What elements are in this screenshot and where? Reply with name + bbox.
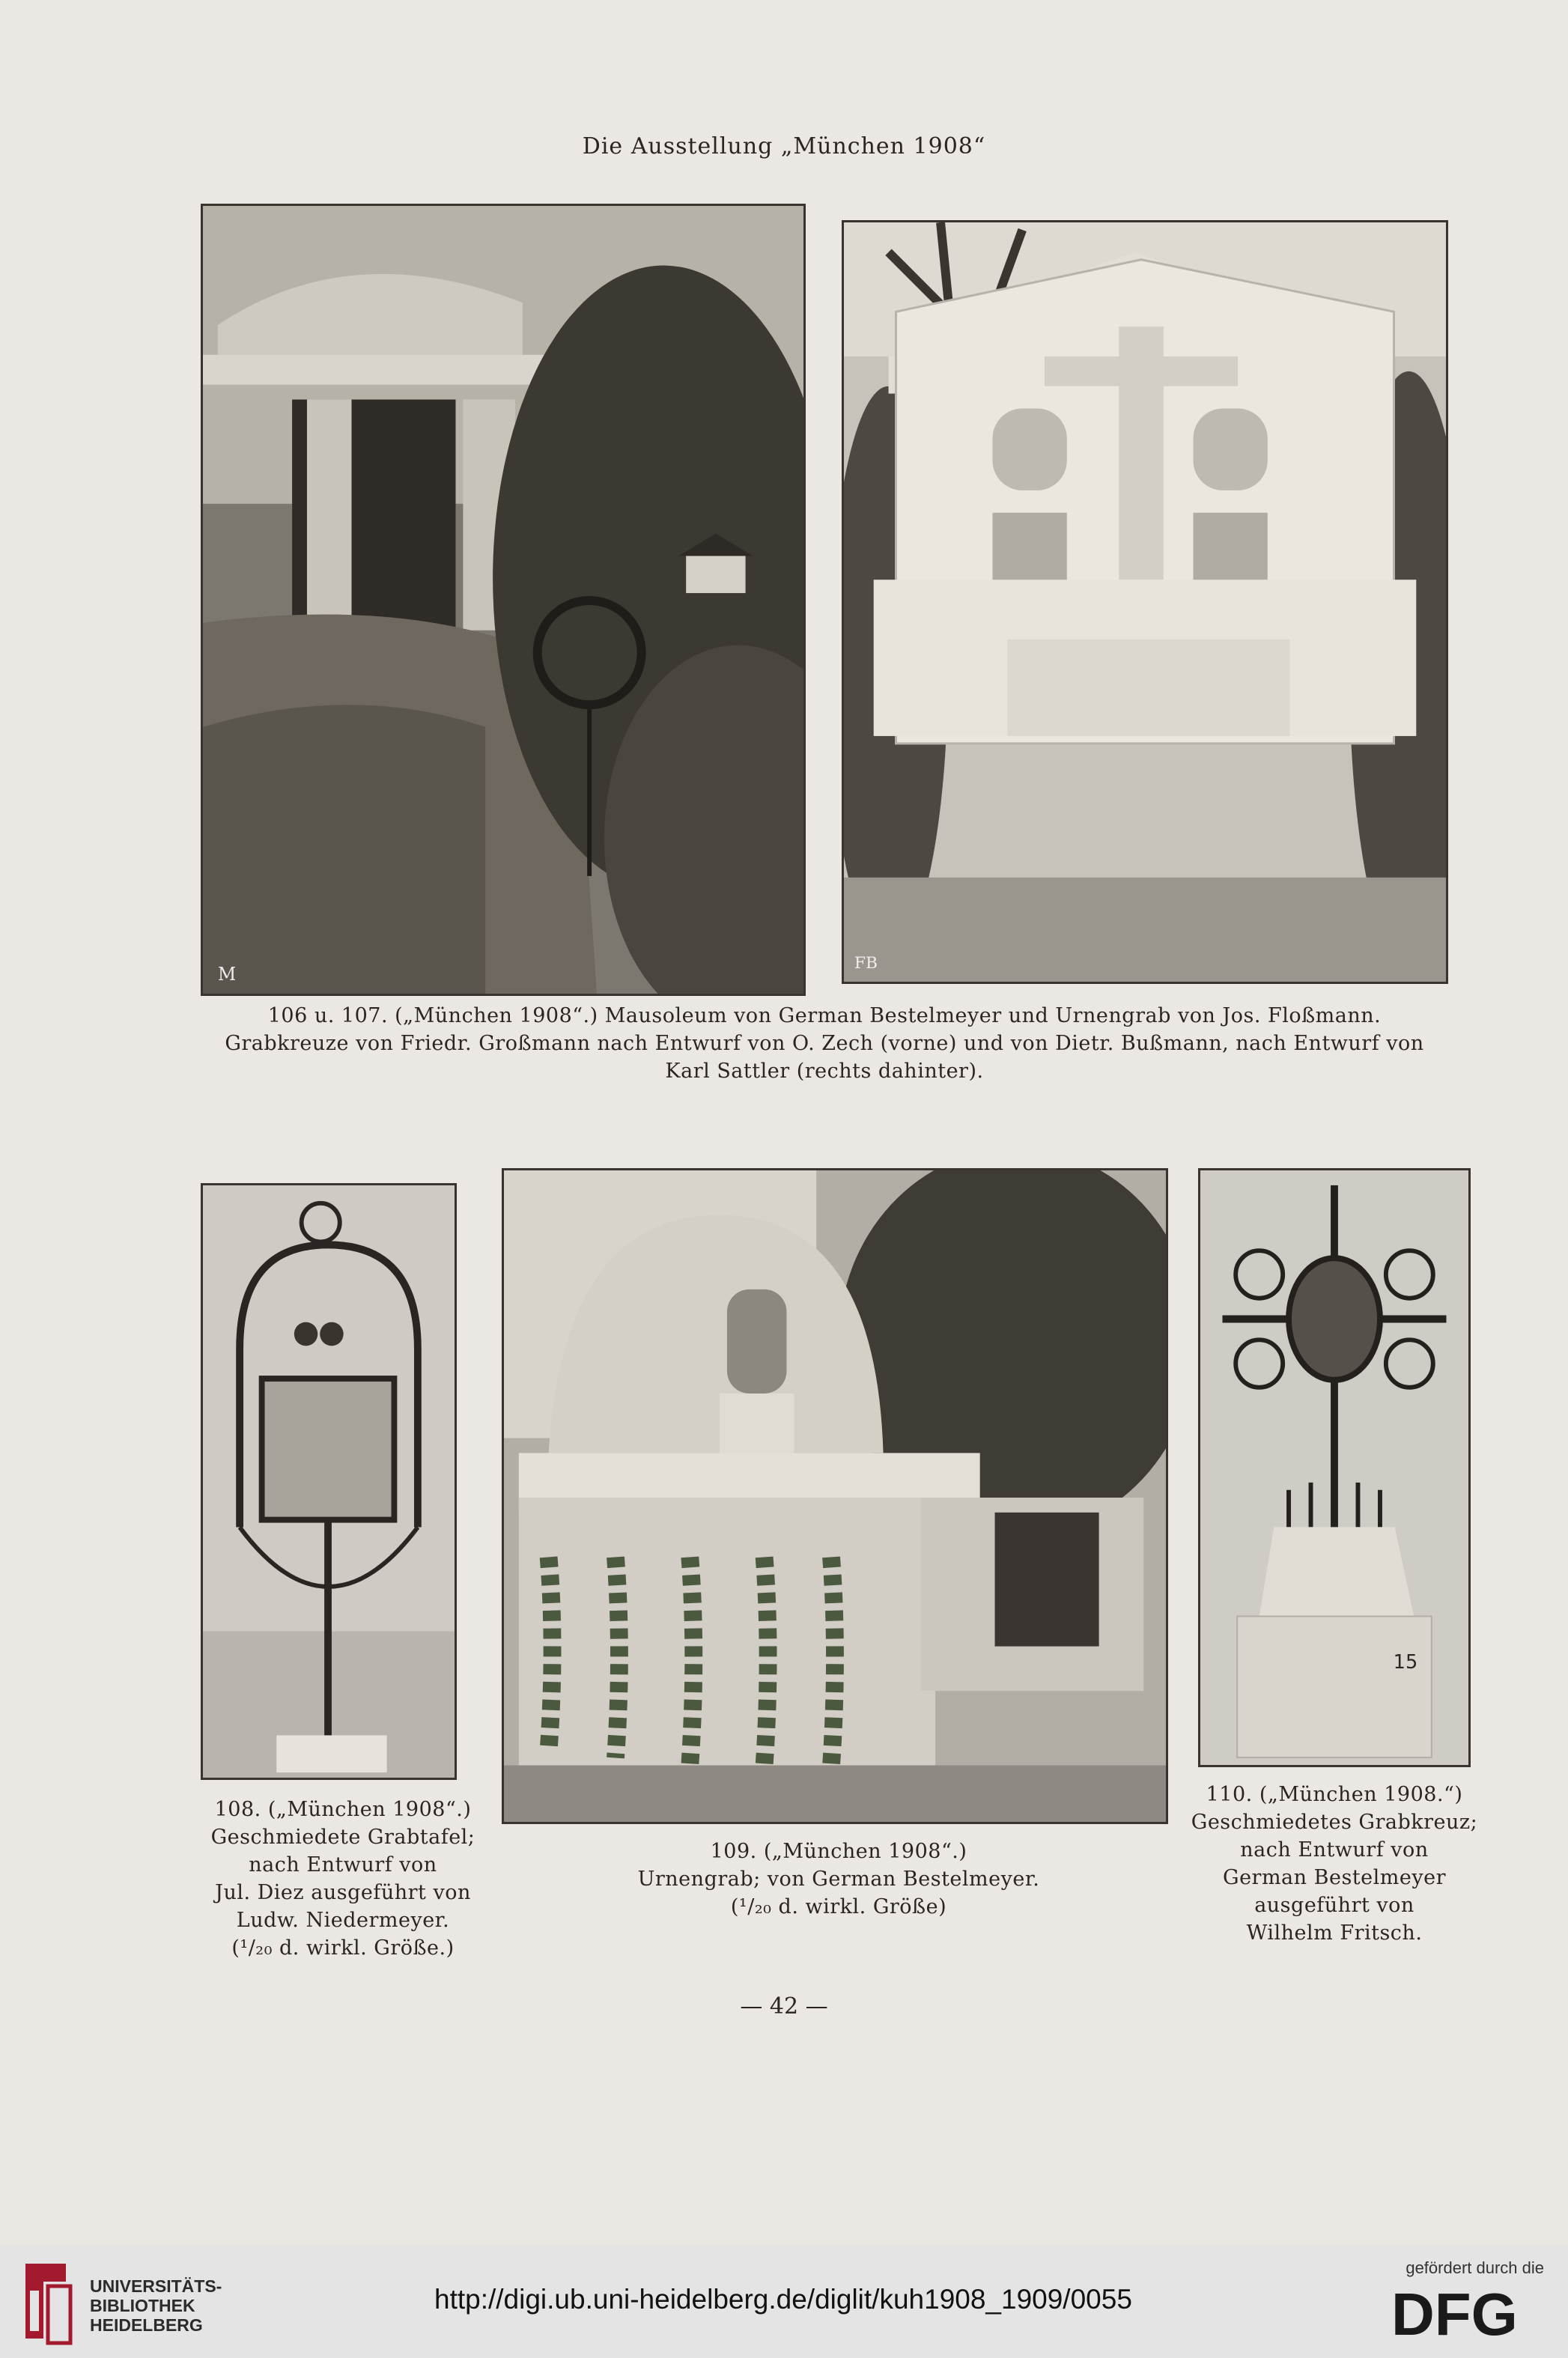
photo-mausoleum (201, 204, 806, 996)
caption-line: Grabkreuze von Friedr. Großmann nach Entwurf von O. Zech (vorne) und von Dietr. Bußmann, nach Entwurf von (225, 1032, 1424, 1055)
caption-line: (¹/₂₀ d. wirkl. Größe) (730, 1895, 947, 1918)
caption-line: Jul. Diez ausgeführt von (215, 1881, 471, 1904)
caption-line: Wilhelm Fritsch. (1246, 1921, 1423, 1945)
caption-line: Karl Sattler (rechts dahinter). (665, 1060, 984, 1083)
photo-monogram: FB (854, 954, 878, 973)
photo-monogram: M (217, 964, 237, 985)
caption-line: German Bestelmeyer (1223, 1866, 1446, 1889)
library-logo-icon (21, 2256, 75, 2346)
dfg-logo-text: DFG (1391, 2284, 1518, 2341)
funding-note: gefördert durch die (1406, 2258, 1544, 2277)
caption-line: ausgeführt von (1254, 1894, 1414, 1917)
library-name-line: BIBLIOTHEK (90, 2296, 195, 2315)
caption-line: nach Entwurf von (1240, 1838, 1429, 1862)
library-name (90, 2276, 222, 2335)
grave-number: 15 (1393, 1650, 1418, 1674)
running-head: Die Ausstellung „München 1908“ (582, 133, 986, 159)
caption-figure-108 (201, 1796, 485, 1962)
caption-figure-109 (509, 1838, 1168, 1921)
photo-wrought-iron-plaque (201, 1183, 457, 1780)
dfg-logo (1391, 2284, 1549, 2341)
caption-line: Urnengrab; von German Bestelmeyer. (637, 1868, 1040, 1891)
caption-line: 109. („München 1908“.) (710, 1840, 967, 1863)
photo-wrought-iron-cross (1198, 1168, 1471, 1767)
library-name-line: HEIDELBERG (90, 2315, 203, 2335)
library-name-line: UNIVERSITÄTS- (90, 2276, 222, 2296)
caption-line: 108. („München 1908“.) (214, 1798, 472, 1821)
caption-figures-106-107 (201, 1002, 1448, 1085)
source-url-link[interactable]: http://digi.ub.uni-heidelberg.de/diglit/kuh1908_1909/0055 (434, 2284, 1132, 2315)
caption-line: nach Entwurf von (249, 1853, 437, 1877)
page-number: — 42 — (740, 1993, 828, 2020)
photo-urn-grave-crucifix (842, 220, 1448, 984)
caption-line: 106 u. 107. („München 1908“.) Mausoleum von German Bestelmeyer und Urnengrab von Jos. Floßmann. (267, 1004, 1382, 1027)
caption-line: Geschmiedetes Grabkreuz; (1191, 1811, 1478, 1834)
caption-figure-110 (1183, 1781, 1486, 1947)
caption-line: (¹/₂₀ d. wirkl. Größe.) (231, 1936, 455, 1960)
caption-line: 110. („München 1908.“) (1206, 1783, 1463, 1806)
caption-line: Ludw. Niedermeyer. (236, 1909, 450, 1932)
caption-line: Geschmiedete Grabtafel; (210, 1826, 475, 1849)
photo-urn-grave-bestelmeyer (502, 1168, 1168, 1824)
